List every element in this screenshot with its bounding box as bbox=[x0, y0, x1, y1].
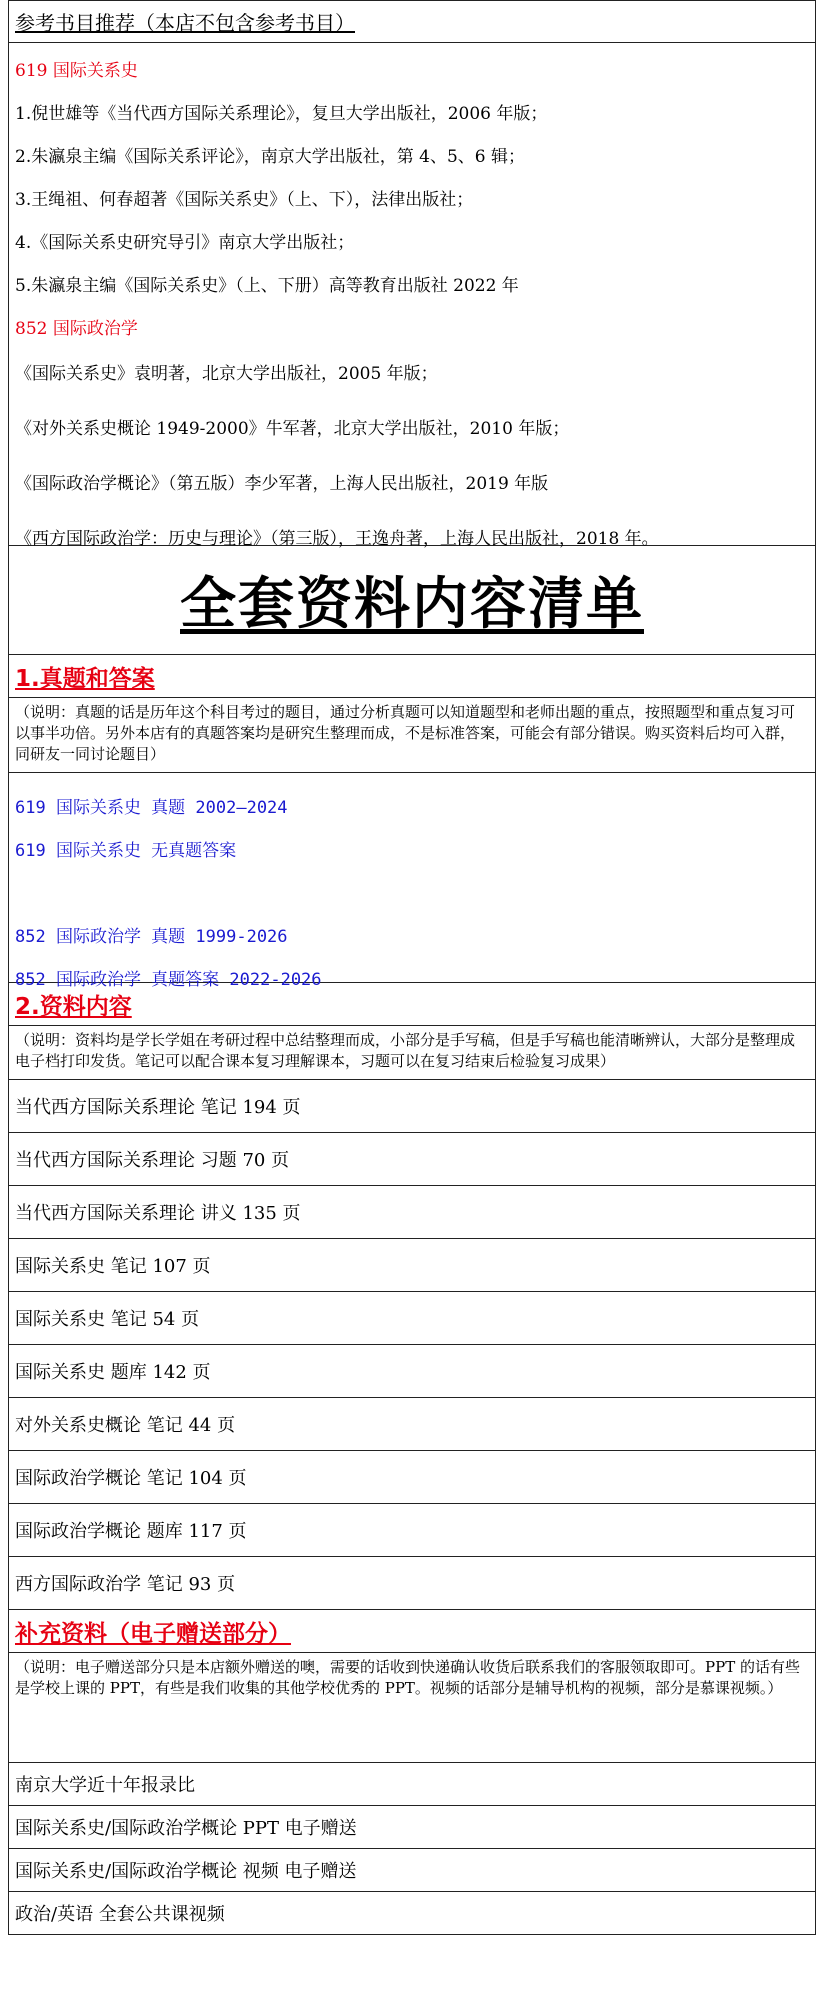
subject-619-label: 619 国际关系史 bbox=[15, 61, 138, 81]
section-heading-materials: 2.资料内容 bbox=[15, 993, 132, 1020]
note-text: （说明：真题的话是历年这个科目考过的题目，通过分析真题可以知道题型和老师出题的重点，按照题型和重点复习可以事半功倍。另外本店有的真题答案均是研究生整理而成，不是标准答案，可能会有部分错误。购买资料后均可入群，同研友一同讨论题目） bbox=[15, 703, 796, 763]
section-heading-row bbox=[8, 655, 816, 698]
material-item bbox=[8, 1504, 816, 1557]
past-paper-item: 619 国际关系史 真题 2002—2024 bbox=[15, 798, 288, 818]
material-item bbox=[8, 1345, 816, 1398]
material-item-text: 国际关系史 笔记 54 页 bbox=[15, 1309, 200, 1330]
note-text: （说明：资料均是学长学姐在考研过程中总结整理而成，小部分是手写稿，但是手写稿也能清晰辨认，大部分是整理成电子档打印发货。笔记可以配合课本复习理解课本，习题可以在复习结束后检验复习成果） bbox=[15, 1031, 796, 1070]
material-item bbox=[8, 1398, 816, 1451]
material-item bbox=[8, 1239, 816, 1292]
supplementary-item-text: 政治/英语 全套公共课视频 bbox=[15, 1904, 225, 1925]
note-text: （说明：电子赠送部分只是本店额外赠送的噢，需要的话收到快递确认收货后联系我们的客服领取即可。PPT 的话有些是学校上课的 PPT，有些是我们收集的其他学校优秀的 PPT。视频的话部分是辅导机构的视频，部分是慕课视频。） bbox=[15, 1658, 800, 1697]
material-item bbox=[8, 1080, 816, 1133]
section-note-materials bbox=[8, 1026, 816, 1080]
reference-books-header-row bbox=[8, 0, 816, 43]
section-heading-row bbox=[8, 1610, 816, 1653]
supplementary-item bbox=[8, 1806, 816, 1849]
book-852-item: 《国际关系史》袁明著，北京大学出版社，2005 年版； bbox=[15, 364, 438, 384]
material-item-text: 当代西方国际关系理论 笔记 194 页 bbox=[15, 1097, 301, 1118]
material-item bbox=[8, 1292, 816, 1345]
supplementary-item-text: 南京大学近十年报录比 bbox=[15, 1775, 195, 1796]
past-papers-list bbox=[8, 773, 816, 990]
book-619-item: 1.倪世雄等《当代西方国际关系理论》，复旦大学出版社，2006 年版； bbox=[15, 104, 548, 124]
material-item-text: 对外关系史概论 笔记 44 页 bbox=[15, 1415, 236, 1436]
section-heading-past-papers: 1.真题和答案 bbox=[15, 665, 155, 692]
supplementary-item bbox=[8, 1763, 816, 1806]
material-item-text: 国际关系史 笔记 107 页 bbox=[15, 1256, 211, 1277]
supplementary-item-text: 国际关系史/国际政治学概论 视频 电子赠送 bbox=[15, 1861, 357, 1882]
supplementary-item bbox=[8, 1849, 816, 1892]
book-619-item: 5.朱瀛泉主编《国际关系史》（上、下册）高等教育出版社 2022 年 bbox=[15, 276, 519, 296]
material-item-text: 国际关系史 题库 142 页 bbox=[15, 1362, 211, 1383]
material-item bbox=[8, 1133, 816, 1186]
main-title: 全套资料内容清单 bbox=[180, 572, 644, 637]
book-619-item: 2.朱瀛泉主编《国际关系评论》，南京大学出版社，第 4、5、6 辑； bbox=[15, 147, 525, 167]
reference-books-row bbox=[8, 43, 816, 549]
material-item-text: 国际政治学概论 题库 117 页 bbox=[15, 1521, 247, 1542]
book-852-item: 《西方国际政治学：历史与理论》（第三版），王逸舟著，上海人民出版社，2018 年。 bbox=[15, 529, 659, 549]
document-sheet bbox=[8, 0, 816, 1935]
subject-852-label: 852 国际政治学 bbox=[15, 319, 138, 339]
book-852-item: 《对外关系史概论 1949-2000》牛军著，北京大学出版社，2010 年版； bbox=[15, 419, 570, 439]
material-item-text: 当代西方国际关系理论 讲义 135 页 bbox=[15, 1203, 301, 1224]
section-note-supplementary bbox=[8, 1653, 816, 1763]
past-paper-item: 619 国际关系史 无真题答案 bbox=[15, 841, 237, 861]
section-heading-row bbox=[8, 983, 816, 1026]
material-item bbox=[8, 1186, 816, 1239]
supplementary-item bbox=[8, 1892, 816, 1935]
material-item bbox=[8, 1451, 816, 1504]
past-paper-item: 852 国际政治学 真题 1999-2026 bbox=[15, 927, 288, 947]
book-619-item: 3.王绳祖、何春超著《国际关系史》（上、下），法律出版社； bbox=[15, 190, 474, 210]
book-852-item: 《国际政治学概论》（第五版）李少军著，上海人民出版社，2019 年版 bbox=[15, 474, 549, 494]
section-note-past-papers bbox=[8, 698, 816, 773]
section-heading-supplementary: 补充资料（电子赠送部分） bbox=[15, 1620, 291, 1647]
material-item-text: 当代西方国际关系理论 习题 70 页 bbox=[15, 1150, 290, 1171]
past-paper-item: 852 国际政治学 真题答案 2022-2026 bbox=[15, 970, 322, 990]
book-619-item: 4.《国际关系史研究导引》南京大学出版社； bbox=[15, 233, 355, 253]
main-title-row bbox=[8, 546, 816, 655]
material-item-text: 国际政治学概论 笔记 104 页 bbox=[15, 1468, 247, 1489]
reference-books-header: 参考书目推荐（本店不包含参考书目） bbox=[15, 11, 355, 35]
supplementary-item-text: 国际关系史/国际政治学概论 PPT 电子赠送 bbox=[15, 1818, 357, 1839]
material-item bbox=[8, 1557, 816, 1610]
material-item-text: 西方国际政治学 笔记 93 页 bbox=[15, 1574, 236, 1595]
